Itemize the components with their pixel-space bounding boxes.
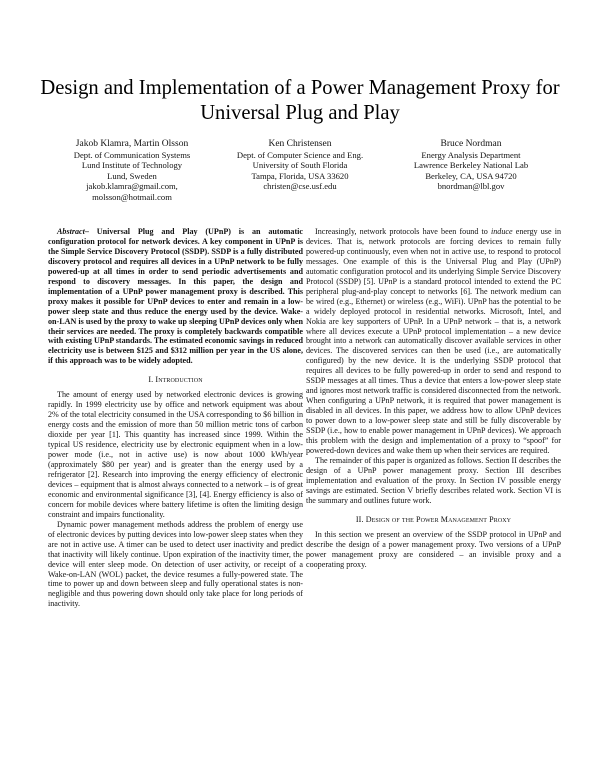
author-3-name: Bruce Nordman	[440, 139, 502, 149]
intro-text-rest: energy use in devices. That is, network protocols are forcing devices to remain fully powered-up continuously, even when not in active use, to respond to protocol messages. One example of this is the Universal Plug and Play (UPnP) automatic configuration protocol and its underlying Simple Service Discovery Protocol (SSDP) [5]. UPnP is a standard protocol intended to extend the PC peripheral plug-and-play concept to networks [6]. The network medium can be wired (e.g., Ethernet) or wireless (e.g., WiFi). UPnP has the potential to be a widely deployed protocol in residential networks. Microsoft, Intel, and Nokia are key supporters of UPnP. In a UPnP network – that is, a network where all devices execute a UPnP protocol implementation – a new device brought into a network can automatically discover available services in other devices. The discovered services can then be used (i.e., are automatically configured) by the new device. It is the underlying SSDP protocol that requires all devices to be fully powered-up in order to send and respond to SSDP messages at all times. Thus a device that enters a low-power sleep state and ignores most network traffic is considered disconnected from the network. When configuring a UPnP network, it is required that power management is disabled in all devices. In this paper, we address how to allow UPnP devices to power down to a low-power sleep state and still be fully discoverable by SSDP (i.e., how to enable power management in UPnP devices). We approach this problem with the design and implementation of a proxy to “spoof” for powered-down devices and wake them up when their services are required.	[306, 227, 561, 455]
author-1-email: jakob.klamra@gmail.com,	[86, 181, 178, 192]
section-1-paragraph: Dynamic power management methods address the problem of energy use of electronic devices by putting devices into low-power sleep states when they are not in active use. A timer can be used to detect user inactivity and predict that inactivity will likely continue. Upon expiration of the inactivity timer, the device will enter sleep mode. On detection of user activity, or receipt of a Wake-on-LAN (WOL) packet, the device resumes a fully-powered state. The time to power up and down between sleep and fully operational states is non-negligible and thus powering down should only take place for long periods of inactivity.	[48, 519, 303, 609]
paper-title: Design and Implementation of a Power Management Proxy for Universal Plug and Play	[40, 77, 560, 124]
author-3-email: bnordman@lbl.gov	[437, 181, 505, 192]
section-1-heading: I. Introduction	[148, 375, 203, 385]
author-2-affiliation-line: Tampa, Florida, USA 33620	[251, 170, 349, 181]
intro-text-start: Increasingly, network protocols have been found to	[315, 227, 491, 236]
author-3-affiliation-line: Berkeley, CA, USA 94720	[425, 170, 517, 181]
author-1-email: molsson@hotmail.com	[92, 191, 172, 202]
intro-emphasis: induce	[490, 227, 513, 236]
author-2-affiliation-line: University of South Florida	[252, 160, 348, 171]
author-1-affiliation-line: Dept. of Communication Systems	[73, 150, 191, 160]
author-2-name: Ken Christensen	[268, 139, 332, 149]
author-3-affiliation-line: Energy Analysis Department	[421, 150, 521, 160]
right-column	[306, 227, 561, 570]
abstract-lead: Abstract	[57, 227, 85, 236]
abstract-text: – Universal Plug and Play (UPnP) is an automatic configuration protocol for network devices. A key component in UPnP is the Simple Service Discovery Protocol (SSDP). SSDP is a fully distributed discovery protocol and requires all devices in a UPnP network to be fully powered-up at all times in order to send periodic advertisements and respond to discovery messages. In this paper, the design and implementation of a UPnP power management proxy is described. This proxy makes it possible for UPnP devices to enter and remain in a low-power sleep state and thus reduce the energy used by the device. Wake-on-LAN is used by the proxy to wake up sleeping UPnP devices only when their services are needed. The proxy is completely backwards compatible with existing UPnP standards. The estimated economic savings in reduced electricity use is between $125 and $312 million per year in the US alone, if this approach was to be widely adopted.	[48, 227, 303, 366]
author-3	[376, 138, 566, 192]
author-3-affiliation-line: Lawrence Berkeley National Lab	[413, 160, 529, 171]
author-2-affiliation-line: Dept. of Computer Science and Eng.	[236, 150, 364, 160]
author-1-affiliation-line: Lund Institute of Technology	[81, 160, 183, 171]
left-column	[48, 227, 303, 609]
author-2	[210, 138, 390, 192]
author-1-affiliation-line: Lund, Sweden	[107, 170, 157, 181]
author-1-name: Jakob Klamra, Martin Olsson	[75, 139, 189, 149]
section-2-paragraph: In this section we present an overview of the SSDP protocol in UPnP and describe the design of a power management proxy. Two versions of a UPnP power management proxy are considered – an invisible proxy and a cooperating proxy.	[306, 529, 561, 569]
abstract	[48, 227, 303, 366]
intro-paragraph-continued	[306, 227, 561, 456]
section-1-paragraph: The amount of energy used by networked electronic devices is growing rapidly. In 1999 electricity use by office and network equipment was about 2% of the total electricity consumed in the USA corresponding to $6 billion in energy costs and the emission of more than 50 million metric tons of carbon dioxide per year [1]. This quantity has increased since 1999. Within the typical US residence, electricity use by electronic equipment when in a low-power mode (i.e., not in active use) is now about 1000 kWh/year (approximately $80 per year) and is greater than the energy used by a refrigerator [2]. Research into improving the energy efficiency of electronic devices – equipment that is almost always connected to a network – is of great economic and environmental significance [3], [4]. Energy efficiency is also of concern for mobile devices where battery lifetime is often the limiting design constraint and impairs functionality.	[48, 390, 303, 519]
author-block	[0, 138, 600, 208]
author-2-email: christen@cse.usf.edu	[263, 181, 337, 192]
section-2-heading: II. Design of the Power Management Proxy	[355, 514, 512, 524]
paper-organization-paragraph: The remainder of this paper is organized as follows. Section II describes the design of a UPnP power management proxy. Section III describes implementation and evaluation of the proxy. In Section IV possible energy savings are estimated. Section V briefly describes related work. Section VI is the summary and outlines future work.	[306, 455, 561, 505]
author-1	[42, 138, 222, 202]
